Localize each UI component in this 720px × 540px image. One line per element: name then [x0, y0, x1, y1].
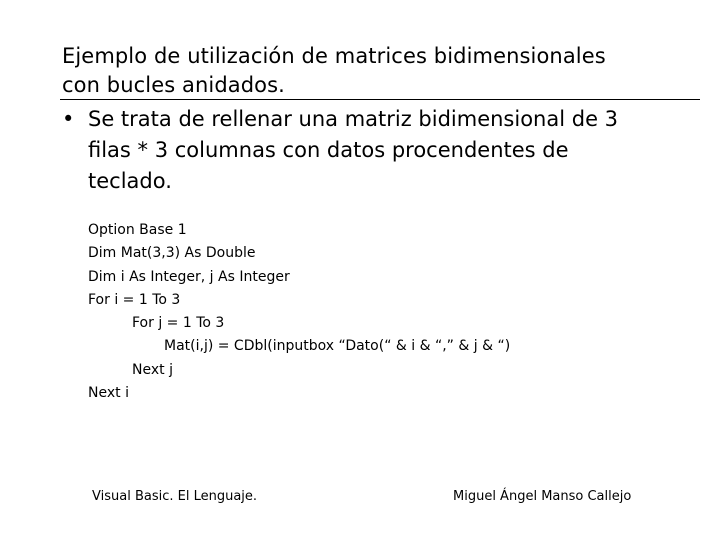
bullet-line-3: teclado.	[88, 169, 172, 193]
bullet-line-2: filas * 3 columnas con datos procendentes de	[88, 138, 569, 162]
code-line-8: Next i	[88, 385, 129, 402]
code-line-4: For i = 1 To 3	[88, 291, 181, 308]
bullet-text	[88, 104, 698, 197]
code-line-7: Next j	[132, 361, 173, 378]
code-line-1: Option Base 1	[88, 222, 187, 238]
footer-course: Visual Basic. El Lenguaje.	[92, 489, 258, 504]
bullet-line-1: Se trata de rellenar una matriz bidimensional de 3	[88, 107, 619, 131]
title-line-2: con bucles anidados.	[62, 73, 285, 97]
slide-title	[62, 42, 702, 100]
code-block	[88, 219, 688, 405]
code-line-6: Mat(i,j) = CDbl(inputbox “Dato(“ & i & “,” & j & “)	[164, 338, 511, 355]
bullet-marker: •	[62, 107, 75, 131]
code-line-3: Dim i As Integer, j As Integer	[88, 268, 290, 285]
code-line-5: For j = 1 To 3	[132, 315, 225, 332]
title-divider	[60, 99, 700, 100]
title-line-1: Ejemplo de utilización de matrices bidimensionales	[62, 44, 606, 68]
code-line-2: Dim Mat(3,3) As Double	[88, 245, 256, 262]
footer-author: Miguel Ángel Manso Callejo	[453, 489, 632, 504]
